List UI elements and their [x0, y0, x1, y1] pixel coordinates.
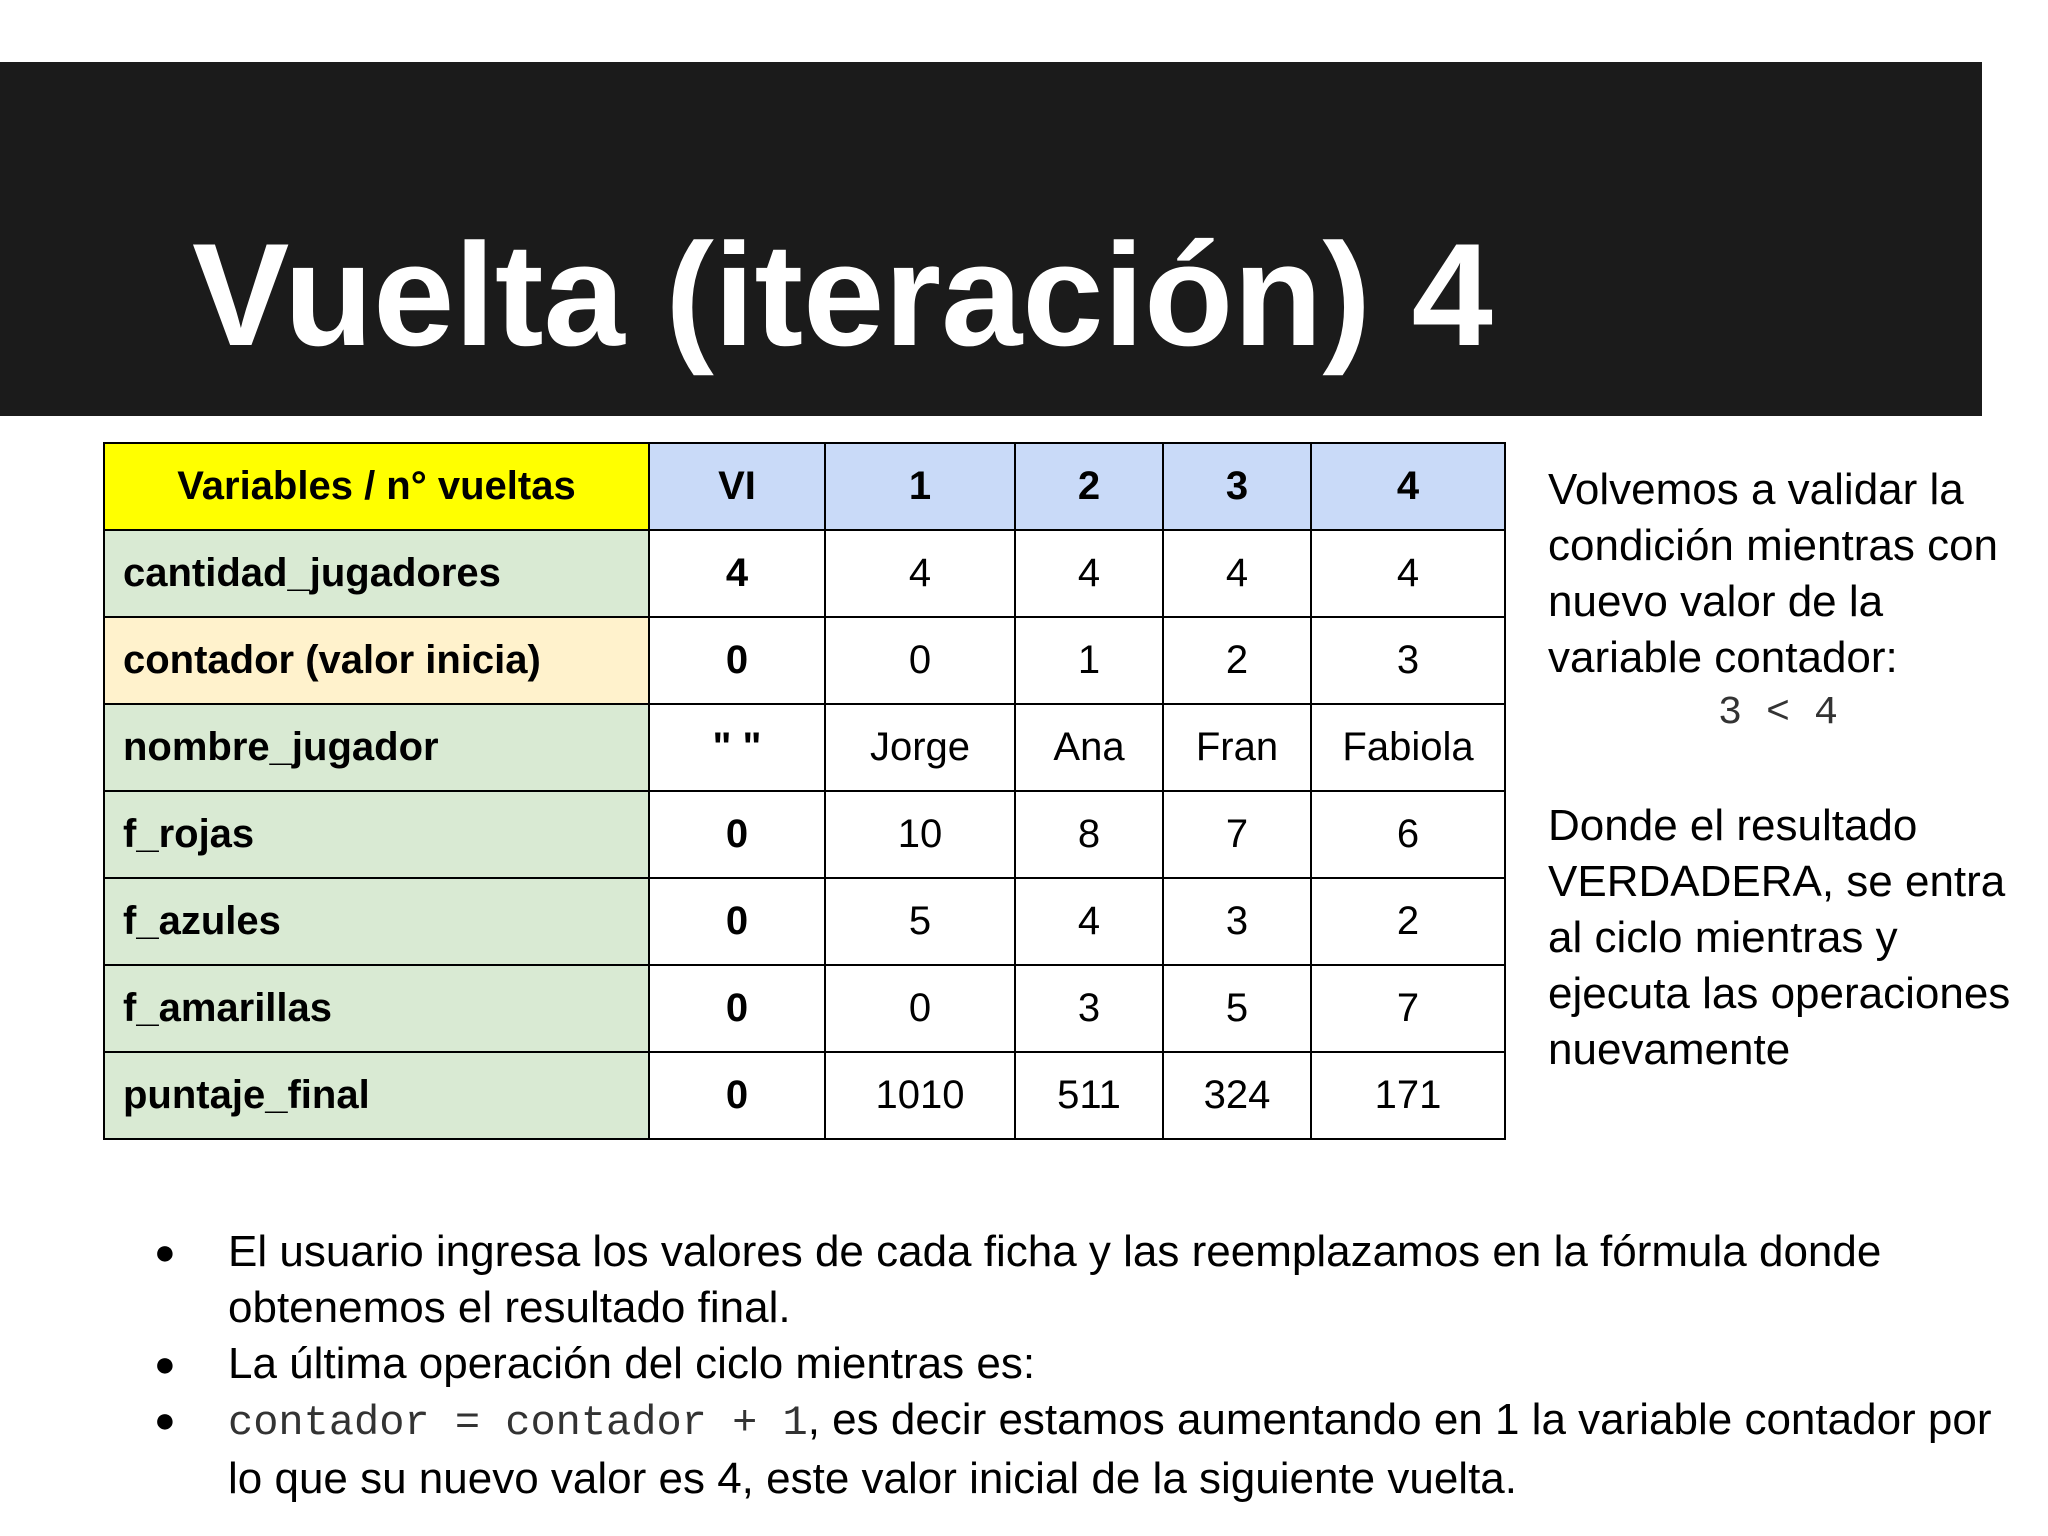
table-cell: 1010 [825, 1052, 1015, 1139]
table-cell: Fran [1163, 704, 1311, 791]
bullet-list [148, 1224, 2008, 1507]
row-label: f_azules [104, 878, 649, 965]
cell-vi: " " [649, 704, 825, 791]
variables-table [103, 442, 1506, 1140]
row-label: f_rojas [104, 791, 649, 878]
table-row [104, 1052, 1505, 1139]
table-cell: 2 [1163, 617, 1311, 704]
row-label: puntaje_final [104, 1052, 649, 1139]
side-note-paragraph: Donde el resultado VERDADERA, se entra al ciclo mientras y ejecuta las operaciones nuevamente [1548, 801, 2011, 1074]
table-cell: 4 [825, 530, 1015, 617]
header-iteration-1: 1 [825, 443, 1015, 530]
table-row [104, 704, 1505, 791]
cell-vi: 0 [649, 965, 825, 1052]
table-cell: 10 [825, 791, 1015, 878]
header-variables: Variables / n° vueltas [104, 443, 649, 530]
table-cell: Fabiola [1311, 704, 1505, 791]
bullet-icon: ● [154, 1399, 176, 1440]
table-cell: 3 [1163, 878, 1311, 965]
side-note-paragraph: Volvemos a validar la condición mientras con nuevo valor de la variable contador: [1548, 465, 1999, 682]
table-cell: 4 [1311, 530, 1505, 617]
cell-vi: 0 [649, 878, 825, 965]
table-cell: 6 [1311, 791, 1505, 878]
table-row [104, 791, 1505, 878]
row-label: nombre_jugador [104, 704, 649, 791]
bullet-icon: ● [154, 1343, 176, 1384]
table-cell: 2 [1311, 878, 1505, 965]
table-cell: Ana [1015, 704, 1163, 791]
header-vi: VI [649, 443, 825, 530]
condition-code: 3 < 4 [1718, 691, 1839, 736]
list-item [148, 1336, 2008, 1392]
cell-vi: 4 [649, 530, 825, 617]
list-item [148, 1224, 2008, 1336]
list-item-text: La última operación del ciclo mientras es: [228, 1339, 1036, 1388]
cell-vi: 0 [649, 617, 825, 704]
table-cell: 324 [1163, 1052, 1311, 1139]
table-cell: 7 [1311, 965, 1505, 1052]
code-snippet: contador = contador + 1 [228, 1399, 808, 1447]
table-row [104, 965, 1505, 1052]
table-cell: 5 [1163, 965, 1311, 1052]
table-row [104, 617, 1505, 704]
table-cell: 511 [1015, 1052, 1163, 1139]
header-iteration-4: 4 [1311, 443, 1505, 530]
table-cell: Jorge [825, 704, 1015, 791]
table-cell: 7 [1163, 791, 1311, 878]
table-row [104, 530, 1505, 617]
row-label: cantidad_jugadores [104, 530, 649, 617]
table-cell: 5 [825, 878, 1015, 965]
table-cell: 4 [1015, 878, 1163, 965]
table-cell: 1 [1015, 617, 1163, 704]
table-header-row [104, 443, 1505, 530]
table-cell: 4 [1015, 530, 1163, 617]
list-item-text: , es decir estamos aumentando en 1 la variable contador por lo que su nuevo valor es 4, este valor inicial de la siguiente vuelta. [228, 1395, 1992, 1503]
list-item [148, 1392, 2008, 1507]
table-cell: 171 [1311, 1052, 1505, 1139]
table-cell: 3 [1015, 965, 1163, 1052]
header-iteration-2: 2 [1015, 443, 1163, 530]
table-cell: 0 [825, 617, 1015, 704]
table-row [104, 878, 1505, 965]
table-cell: 4 [1163, 530, 1311, 617]
table-cell: 8 [1015, 791, 1163, 878]
slide-title: Vuelta (iteración) 4 [192, 213, 1493, 376]
row-label: f_amarillas [104, 965, 649, 1052]
header-iteration-3: 3 [1163, 443, 1311, 530]
table-cell: 0 [825, 965, 1015, 1052]
side-note [1548, 462, 2028, 1078]
cell-vi: 0 [649, 791, 825, 878]
bullet-icon: ● [154, 1231, 176, 1272]
list-item-text: El usuario ingresa los valores de cada ficha y las reemplazamos en la fórmula donde obtenemos el resultado final. [228, 1227, 1882, 1332]
cell-vi: 0 [649, 1052, 825, 1139]
row-label: contador (valor inicia) [104, 617, 649, 704]
table-cell: 3 [1311, 617, 1505, 704]
